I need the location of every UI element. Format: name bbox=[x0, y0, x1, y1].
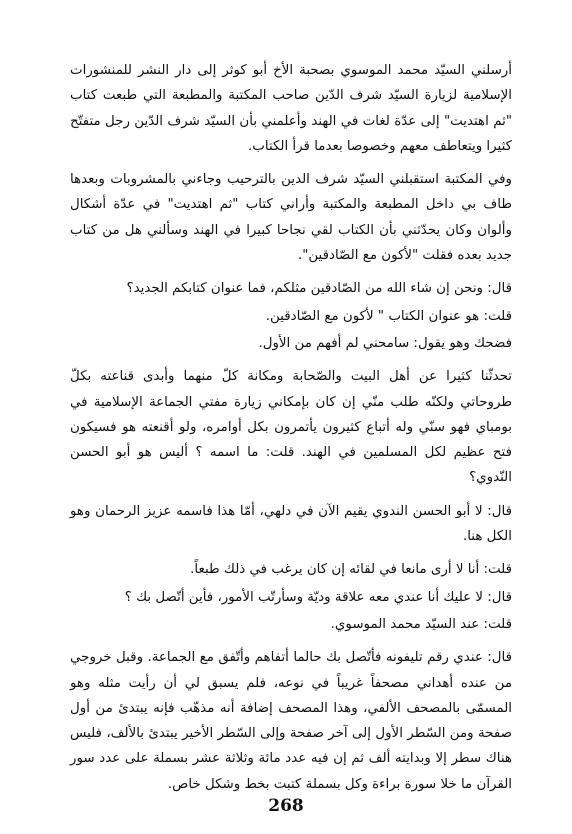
paragraph-ahl-albayt-discussion: تحدثّنا كثيرا عن أهل البيت والصّحابة ومكانة كلّ منهما وأبدى قناعته بكلّ طروحاتي ولكنّه طلب منّي إن كان بإمكاني زيارة مفتي الجماعة الإسلامية في بومباي فهو سنّي وله أتباع كثيرون يأتمرون بكل أوامره، ولو أقنعته هو فسيكون فتح عظيم لكل المسلمين في الهند. قلت: ما اسمه ؟ أليس هو أبو الحسن النّدوي؟ bbox=[70, 369, 512, 486]
dialogue-line: قلت: عند السيّد محمد الموسوي. bbox=[330, 616, 512, 632]
dialogue-line: قال: لا عليك أنا عندي معه علاقة وديّة وسأرتّب الأمور، فأين أتّصل بك ؟ bbox=[124, 589, 512, 605]
page-body-text bbox=[70, 58, 512, 805]
dialogue-line: قلت: هو عنوان الكتاب " لأكون مع الصّادقين. bbox=[265, 308, 512, 324]
paragraph-visit-publisher: أرسلني السيّد محمد الموسوي بصحبة الأخ أبو كوثر إلى دار النشر للمنشورات الإسلامية لزيارة السيّد شرف الدّين صاحب المكتبة والمطبعة التي طبعت كتاب "ثم اهتديت" إلى عدّة لغات في الهند وأعلمني بأن السيّد شرف الدّين رجل متفتّح كثيرا ويتعاطف معهم وخصوصا بعدما قرأ الكتاب. bbox=[70, 63, 512, 154]
paragraph-mushaf-gift: قال: عندي رقم تليفونه فأتّصل بك حالما أتفاهم وأتّفق مع الجماعة. وقبل خروجي من عنده أهداني مصحفاً غريباً في نوعه، فلم يسبق لي أن رأيت مثله وهو المسمّى بالمصحف الألفي، وهذا المصحف إضافة أنه مذهّب فإنه يبتدئ من أول صفحة ومن السّطر الأول إلى آخر صفحة وإلى السّطر الأخير يبتدئ بالألف، فليس هناك سطر إلا وبدايته ألف ثم إن فيه عدد مائة وثلاثة عشر بسملة على عدد سور القرآن ما خلا سورة براءة وكل بسملة كتبت بخط وشكل خاص. bbox=[70, 650, 512, 792]
dialogue-line: قلت: أنا لا أرى مانعا في لقائه إن كان يرغب في ذلك طبعاً. bbox=[190, 562, 512, 578]
dialogue-line: قال: ونحن إن شاء الله من الصّادقين مثلكم، فما عنوان كتابكم الجديد؟ bbox=[126, 281, 512, 297]
dialogue-line: فضحك وهو يقول: سامحني لم أفهم من الأول. bbox=[258, 335, 512, 351]
dialogue-line: قال: لا أبو الحسن الندوي يقيم الآن في دلهي، أمّا هذا فاسمه عزيز الرحمان وهو الكل هنا. bbox=[70, 503, 512, 545]
page-number: 268 bbox=[268, 796, 304, 816]
paragraph-library-welcome: وفي المكتبة استقبلني السيّد شرف الدين بالترحيب وجاءني بالمشروبات وبعدها طاف بي داخل المطبعة والمكتبة وأراني كتاب "ثم اهتديت" في عدّة أشكال وألوان وكان يحدّثني بأن الكتاب لقي نجاحا كبيرا في الهند وسألني هل من كتاب جديد بعده فقلت "لأكون مع الصّادقين". bbox=[70, 172, 512, 264]
